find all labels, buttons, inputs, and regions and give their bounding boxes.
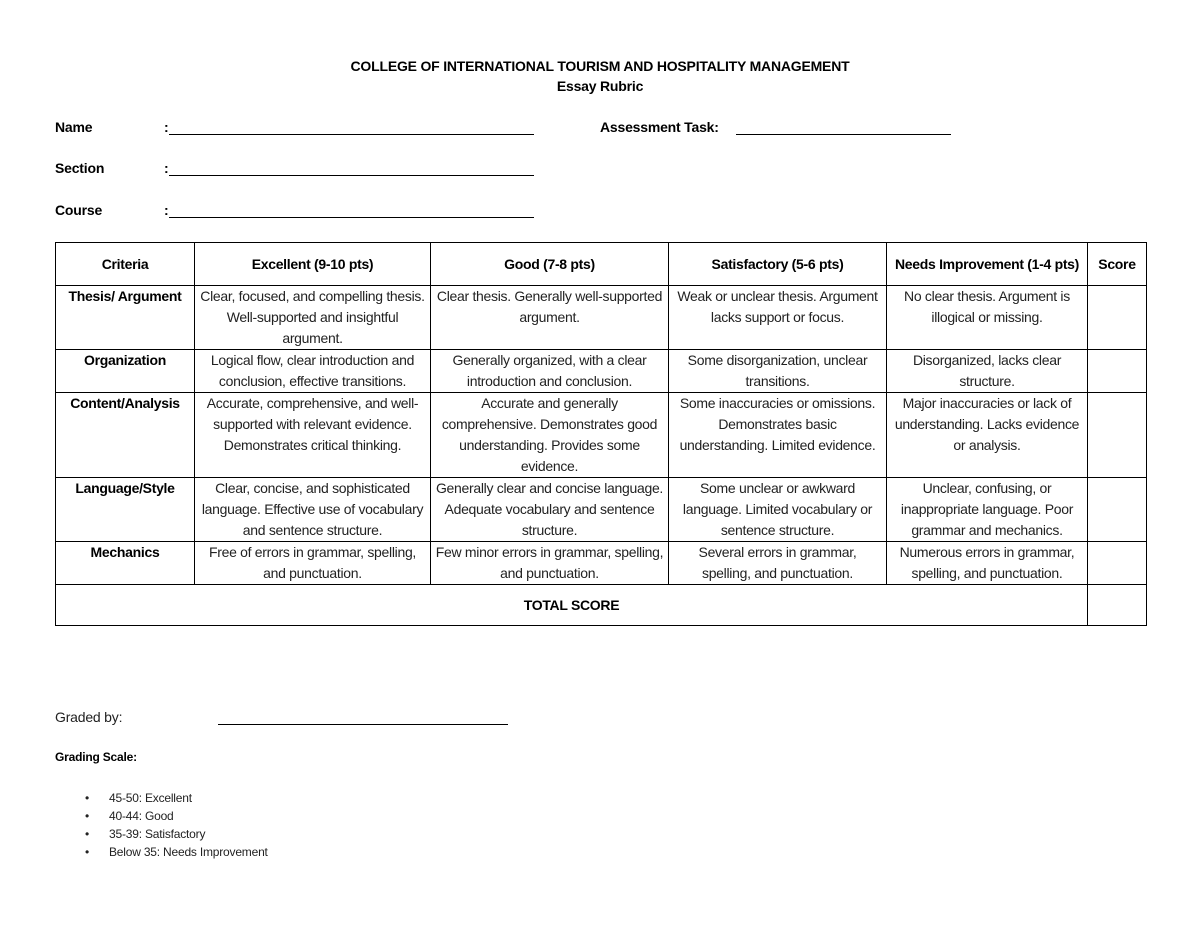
satisfactory-cell: Some unclear or awkward language. Limited vocabulary or sentence structure. xyxy=(669,478,887,542)
section-label: Section xyxy=(55,160,105,176)
needs-improvement-cell: Numerous errors in grammar, spelling, and punctuation. xyxy=(887,542,1088,585)
list-item xyxy=(0,843,268,861)
rubric-header-row xyxy=(56,243,1147,286)
assessment-task-label: Assessment Task: xyxy=(600,119,719,135)
criterion-cell: Content/Analysis xyxy=(56,393,195,478)
rubric-row-mechanics xyxy=(56,542,1147,585)
list-item xyxy=(0,789,268,807)
score-cell[interactable] xyxy=(1088,478,1147,542)
good-cell: Generally organized, with a clear introduction and conclusion. xyxy=(431,350,669,393)
criterion-cell: Language/Style xyxy=(56,478,195,542)
name-colon: : xyxy=(164,119,169,135)
needs-improvement-cell: No clear thesis. Argument is illogical or missing. xyxy=(887,286,1088,350)
excellent-cell: Clear, concise, and sophisticated language. Effective use of vocabulary and sentence structure. xyxy=(195,478,431,542)
satisfactory-cell: Several errors in grammar, spelling, and punctuation. xyxy=(669,542,887,585)
scale-text: 40-44: Good xyxy=(109,809,174,823)
satisfactory-cell: Some disorganization, unclear transitions. xyxy=(669,350,887,393)
course-colon: : xyxy=(164,202,169,218)
good-cell: Accurate and generally comprehensive. Demonstrates good understanding. Provides some evidence. xyxy=(431,393,669,478)
bullet-icon: • xyxy=(85,845,90,859)
grading-scale-list xyxy=(0,789,268,861)
scale-text: 45-50: Excellent xyxy=(109,791,192,805)
total-score-row xyxy=(56,585,1147,626)
graded-by-label: Graded by: xyxy=(55,709,123,725)
section-blank-line[interactable] xyxy=(169,175,534,176)
score-cell[interactable] xyxy=(1088,542,1147,585)
rubric-row-language-style xyxy=(56,478,1147,542)
list-item xyxy=(0,807,268,825)
grading-scale-title: Grading Scale: xyxy=(55,750,137,764)
rubric-subtitle: Essay Rubric xyxy=(556,78,644,94)
satisfactory-cell: Weak or unclear thesis. Argument lacks support or focus. xyxy=(669,286,887,350)
score-cell[interactable] xyxy=(1088,393,1147,478)
criterion-cell: Thesis/ Argument xyxy=(56,286,195,350)
score-header: Score xyxy=(1088,243,1147,286)
scale-text: Below 35: Needs Improvement xyxy=(109,845,268,859)
rubric-table xyxy=(55,242,1147,626)
excellent-header: Excellent (9-10 pts) xyxy=(195,243,431,286)
college-title: COLLEGE OF INTERNATIONAL TOURISM AND HOSPITALITY MANAGEMENT xyxy=(350,58,850,74)
excellent-cell: Logical flow, clear introduction and conclusion, effective transitions. xyxy=(195,350,431,393)
course-blank-line[interactable] xyxy=(169,217,534,218)
graded-by-blank-line[interactable] xyxy=(218,724,508,725)
rubric-row-content-analysis xyxy=(56,393,1147,478)
total-score-cell[interactable] xyxy=(1088,585,1147,626)
bullet-icon: • xyxy=(85,827,90,841)
assessment-task-blank-line[interactable] xyxy=(736,134,951,135)
score-cell[interactable] xyxy=(1088,350,1147,393)
total-score-label: TOTAL SCORE xyxy=(56,585,1088,626)
needs-improvement-cell: Major inaccuracies or lack of understanding. Lacks evidence or analysis. xyxy=(887,393,1088,478)
criterion-cell: Organization xyxy=(56,350,195,393)
good-cell: Few minor errors in grammar, spelling, and punctuation. xyxy=(431,542,669,585)
satisfactory-cell: Some inaccuracies or omissions. Demonstrates basic understanding. Limited evidence. xyxy=(669,393,887,478)
name-label: Name xyxy=(55,119,93,135)
bullet-icon: • xyxy=(85,791,90,805)
criterion-cell: Mechanics xyxy=(56,542,195,585)
bullet-icon: • xyxy=(85,809,90,823)
excellent-cell: Clear, focused, and compelling thesis. Well-supported and insightful argument. xyxy=(195,286,431,350)
criteria-header: Criteria xyxy=(56,243,195,286)
good-header: Good (7-8 pts) xyxy=(431,243,669,286)
document-header xyxy=(0,56,1200,96)
score-cell[interactable] xyxy=(1088,286,1147,350)
list-item xyxy=(0,825,268,843)
rubric-row-thesis xyxy=(56,286,1147,350)
scale-text: 35-39: Satisfactory xyxy=(109,827,206,841)
satisfactory-header: Satisfactory (5-6 pts) xyxy=(669,243,887,286)
good-cell: Clear thesis. Generally well-supported argument. xyxy=(431,286,669,350)
name-blank-line[interactable] xyxy=(169,134,534,135)
section-colon: : xyxy=(164,160,169,176)
rubric-row-organization xyxy=(56,350,1147,393)
excellent-cell: Free of errors in grammar, spelling, and punctuation. xyxy=(195,542,431,585)
needs-improvement-header: Needs Improvement (1-4 pts) xyxy=(887,243,1088,286)
excellent-cell: Accurate, comprehensive, and well-supported with relevant evidence. Demonstrates critical thinking. xyxy=(195,393,431,478)
needs-improvement-cell: Disorganized, lacks clear structure. xyxy=(887,350,1088,393)
course-label: Course xyxy=(55,202,103,218)
needs-improvement-cell: Unclear, confusing, or inappropriate language. Poor grammar and mechanics. xyxy=(887,478,1088,542)
good-cell: Generally clear and concise language. Adequate vocabulary and sentence structure. xyxy=(431,478,669,542)
